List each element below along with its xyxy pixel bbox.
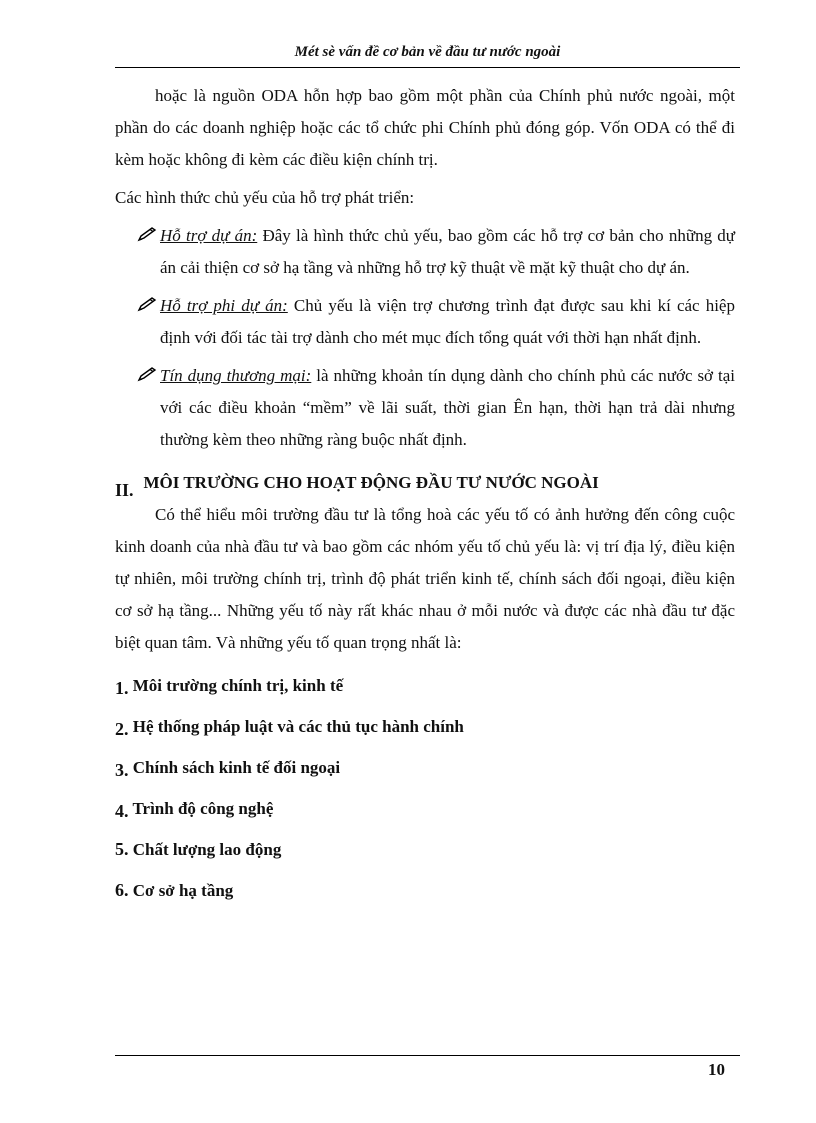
list-item: 6. Cơ sở hạ tầng — [115, 880, 234, 900]
pencil-icon — [137, 296, 157, 312]
list-item: 5. Chất lượng lao động — [115, 839, 282, 859]
intro-paragraph: hoặc là nguồn ODA hỗn hợp bao gồm một phần của Chính phủ nước ngoài, một phần do các doanh nghiệp hoặc các tổ chức phi Chính phủ đóng góp. Vốn ODA có thể đi kèm hoặc không đi kèm các điều kiện chính trị. — [115, 86, 735, 169]
list-item: 3. Chính sách kinh tế đối ngoại — [115, 758, 341, 780]
bullet-text: Đây là hình thức chủ yếu, bao gồm các hỗ trợ cơ bản cho những dự án cải thiện cơ sở hạ tầng và những hỗ trợ kỹ thuật về mặt kỹ thuật cho dự án. — [160, 226, 735, 277]
section-heading — [115, 466, 735, 499]
running-header: Mét sè vấn đề cơ bản về đầu tư nước ngoài — [294, 44, 561, 60]
section-paragraph: Có thể hiểu môi trường đầu tư là tổng hoà các yếu tố có ảnh hưởng đến công cuộc kinh doanh của nhà đầu tư và bao gồm các nhóm yếu tố chủ yếu là: vị trí địa lý, điều kiện tự nhiên, môi trường chính trị, trình độ phát triển kinh tế, chính sách đối ngoại, điều kiện cơ sở hạ tầng... Những yếu tố này rất khác nhau ở mỗi nước và được các nhà đầu tư đặc biệt quan tâm. Và những yếu tố quan trọng nhất là: — [115, 505, 735, 652]
header-divider — [115, 67, 740, 68]
list-item: 4. Trình độ công nghệ — [115, 799, 274, 821]
bullet-item — [115, 220, 735, 284]
pencil-icon — [137, 366, 157, 382]
bullet-term: Tín dụng thương mại: — [160, 366, 312, 385]
pencil-icon — [137, 226, 157, 242]
bullet-term: Hỗ trợ dự án: — [160, 226, 258, 245]
factor-list — [115, 665, 735, 911]
section-number: II. — [115, 480, 134, 500]
footer-divider — [115, 1055, 740, 1056]
bullet-term: Hỗ trợ phi dự án: — [160, 296, 288, 315]
page-number: 10 — [708, 1060, 725, 1079]
bullet-text: Chủ yếu là viện trợ chương trình đạt được sau khi kí các hiệp định với đối tác tài trợ dành cho mét mục đích tổng quát với thời hạn nhất định. — [160, 296, 735, 347]
bullet-item — [115, 290, 735, 354]
page-body — [115, 80, 735, 911]
section-title: MÔI TRƯỜNG CHO HOẠT ĐỘNG ĐẦU TƯ NƯỚC NGOÀI — [143, 473, 599, 492]
bullet-text: là những khoản tín dụng dành cho chính phủ các nước sở tại với các điều khoản “mềm” về lãi suất, thời gian Ên hạn, thời hạn trả dài nhưng thường kèm theo những ràng buộc nhất định. — [160, 366, 735, 449]
list-item: 2. Hệ thống pháp luật và các thủ tục hành chính — [115, 717, 464, 739]
list-item: 1. Môi trường chính trị, kinh tế — [115, 676, 344, 698]
intro-lead: Các hình thức chủ yếu của hỗ trợ phát triển: — [115, 188, 415, 207]
bullet-item — [115, 360, 735, 456]
